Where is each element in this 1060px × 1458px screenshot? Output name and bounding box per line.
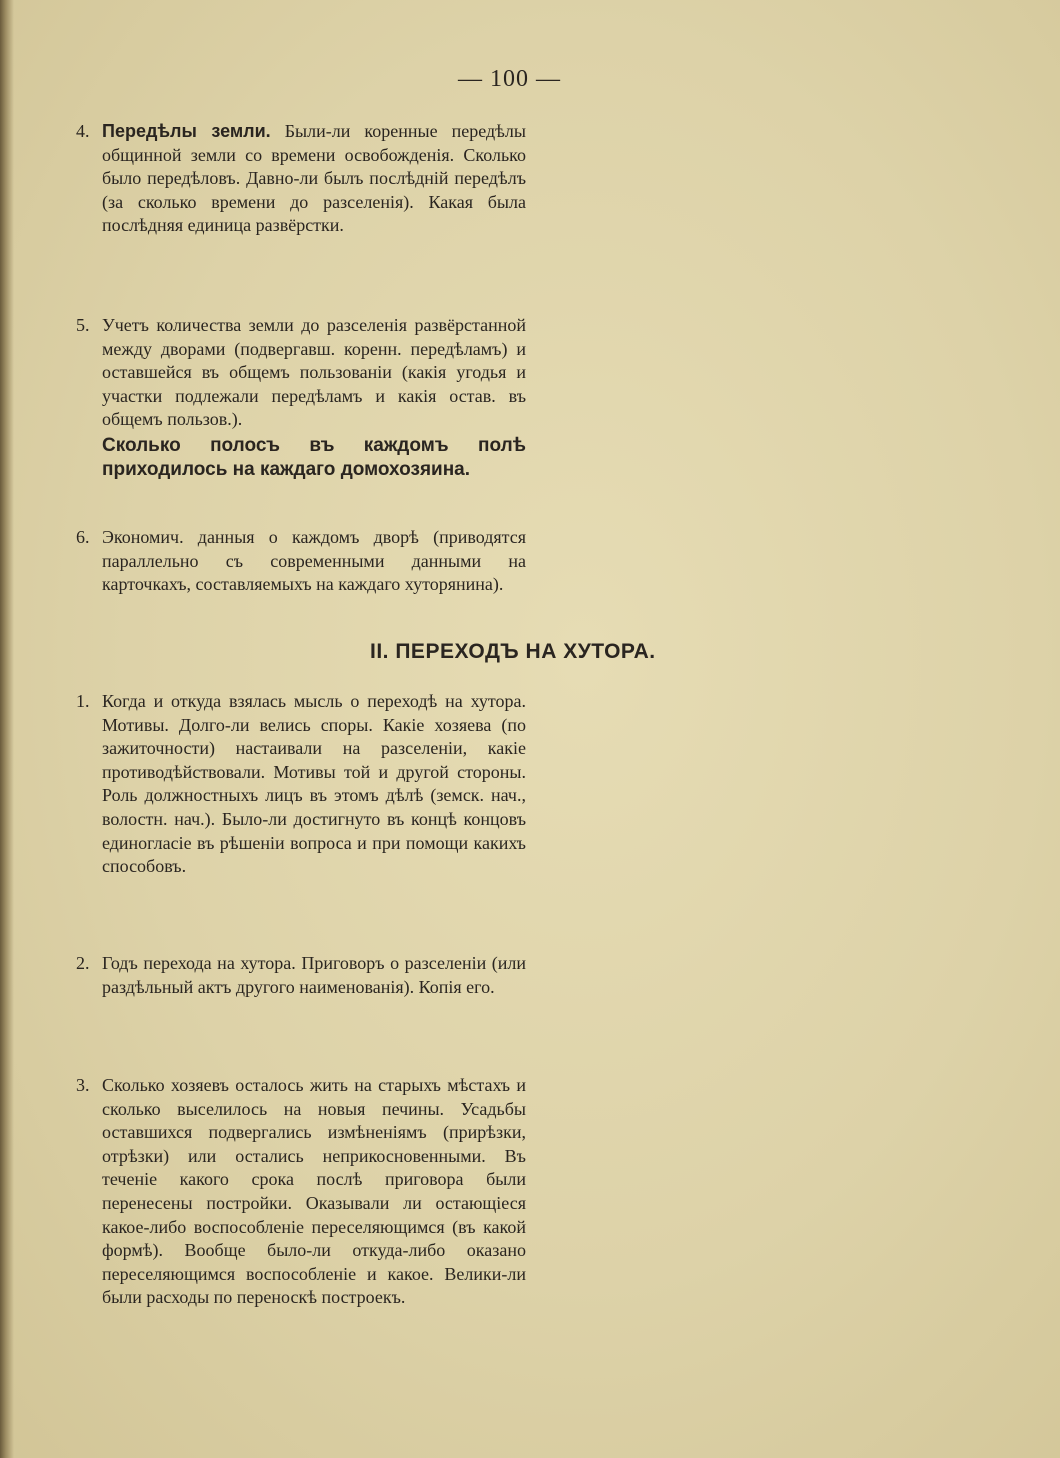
item-number: 4.: [76, 121, 90, 141]
item-number: 6.: [76, 527, 90, 547]
item-number: 3.: [76, 1075, 90, 1095]
item-body: [102, 314, 526, 483]
item-text: Были-ли коренные передѣлы общинной земли со времени освобожденія. Сколько было передѣловъ. Давно-ли былъ послѣдній передѣлъ (за сколько времени до разселенія). Какая была послѣдняя единица развёрстки.: [102, 121, 526, 236]
item-number: 1.: [76, 691, 90, 711]
item-number: 2.: [76, 953, 90, 973]
item-body: [102, 1074, 526, 1310]
list-item-5: [76, 314, 526, 483]
item-body: [102, 526, 526, 597]
item-body: [102, 120, 526, 238]
item-text: Экономич. данныя о каждомъ дворѣ (приводятся параллельно съ современными данными на карточкахъ, составляемыхъ на каждаго хуторянина).: [102, 527, 526, 595]
section-item-1: [76, 690, 526, 879]
section-item-2: [76, 952, 526, 999]
section-heading: II. ПЕРЕХОДЪ НА ХУТОРА.: [370, 640, 656, 663]
item-body: [102, 690, 526, 879]
item-title: Передѣлы земли.: [102, 121, 271, 141]
list-item-6: [76, 526, 526, 597]
item-text: Сколько хозяевъ осталось жить на старыхъ мѣстахъ и сколько выселилось на новыя печины. Усадьбы оставшихся подвергались измѣненіямъ (прирѣзки, отрѣзки) или остались неприкосновенными. Въ теченіе какого срока послѣ приговора были перенесены постройки. Оказывали ли остающіеся какое-либо воспособленіе переселяющимся (въ какой формѣ). Вообще было-ли откуда-либо оказано переселяющимся воспособленіе и какое. Велики-ли были расходы по переноскѣ построекъ.: [102, 1075, 526, 1308]
page-number: — 100 —: [458, 66, 561, 92]
binding-edge: [0, 0, 14, 1458]
item-text: Учетъ количества земли до разселенія развёрстанной между дворами (подвергавш. коренн. передѣламъ) и оставшейся въ общемъ пользованіи (какія угодья и участки подлежали передѣламъ и какія остав. въ общемъ пользов.).: [102, 315, 526, 430]
list-item-4: [76, 120, 526, 238]
item-text: Когда и откуда взялась мысль о переходѣ на хутора. Мотивы. Долго-ли велись споры. Какіе хозяева (по зажиточности) настаивали на разселеніи, какіе противодѣйствовали. Мотивы той и другой стороны. Роль должностныхъ лицъ въ этомъ дѣлѣ (земск. нач., волостн. нач.). Было-ли достигнуто въ концѣ концовъ единогласіе въ рѣшеніи вопроса и при помощи какихъ способовъ.: [102, 691, 526, 877]
item-lead-bold: Сколько полосъ въ каждомъ полѣ приходилось на каждаго домохозяина.: [102, 434, 526, 481]
item-body: [102, 952, 526, 999]
item-number: 5.: [76, 315, 90, 335]
item-text: Годъ перехода на хутора. Приговоръ о разселеніи (или раздѣльный актъ другого наименованія). Копія его.: [102, 953, 526, 997]
section-item-3: [76, 1074, 526, 1310]
